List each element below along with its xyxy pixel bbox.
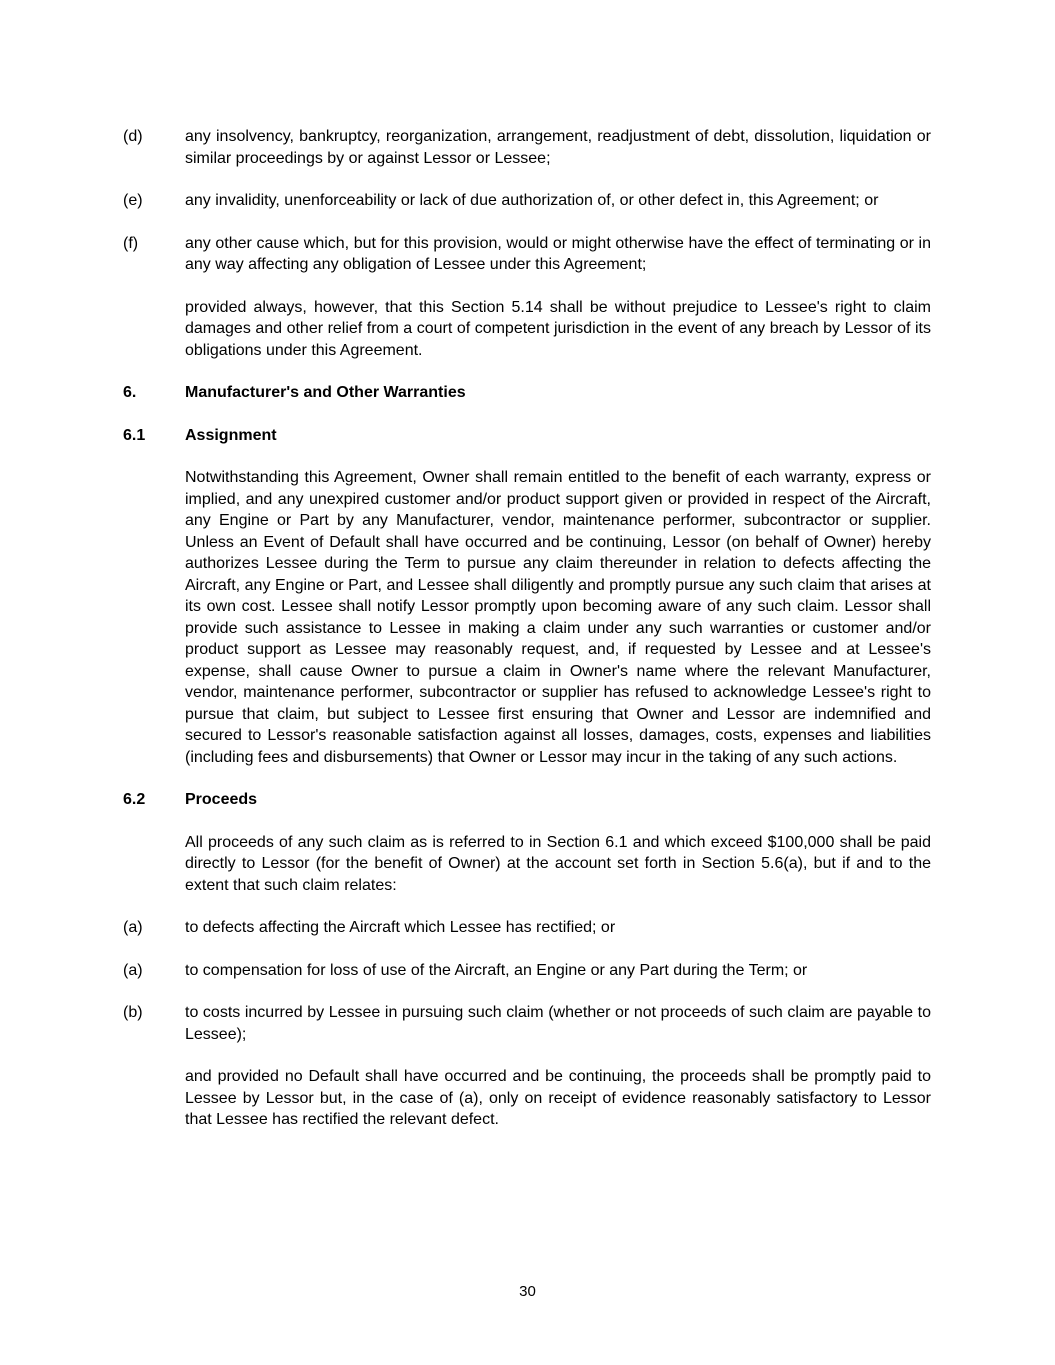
clause-d (123, 126, 931, 169)
section-number: 6.2 (123, 791, 146, 808)
clause-label: (d) (123, 128, 143, 145)
clause-text: to defects affecting the Aircraft which Lessee has rectified; or (185, 919, 616, 936)
section-6-2-heading (123, 789, 931, 811)
proviso-paragraph (123, 297, 931, 362)
clause-text: All proceeds of any such claim as is referred to in Section 6.1 and which exceed $100,000 shall be paid directly to Lessor (for the benefit of Owner) at the account set forth in Section 5.6(a), but if and to the extent that such claim relates: (185, 833, 931, 894)
section-title: Manufacturer's and Other Warranties (185, 384, 466, 401)
page-number: 30 (519, 1283, 536, 1300)
clause-label: (b) (123, 1004, 143, 1021)
closing-proviso-paragraph (123, 1066, 931, 1131)
clause-text: to costs incurred by Lessee in pursuing such claim (whether or not proceeds of such claim are payable to Lessee); (185, 1004, 931, 1043)
clause-e (123, 190, 931, 212)
subclause-b (123, 1002, 931, 1045)
section-number: 6. (123, 384, 137, 401)
clause-label: (a) (123, 961, 143, 979)
section-title: Assignment (185, 426, 277, 444)
clause-text: Notwithstanding this Agreement, Owner shall remain entitled to the benefit of each warranty, express or implied, and any unexpired customer and/or product support given or provided in respect of the Aircraft, any Engine or Part by any Manufacturer, vendor, maintenance performer, subcontractor or supplier. Unless an Event of Default shall have occurred and be continuing, Lessor (on behalf of Owner) hereby authorizes Lessee during the Term to pursue any claim thereunder in relation to defects affecting the Aircraft, any Engine or Part, and Lessee shall diligently and promptly pursue any such claim that arises at its own cost. Lessee shall notify Lessor promptly upon becoming aware of any such claim. Lessor shall provide such assistance to Lessee in making a claim under any such warranties or customer and/or product support as Lessee may reasonably request, and, if requested by Lessee and at Lessee's expense, shall cause Owner to pursue a claim in Owner's name where the relevant Manufacturer, vendor, maintenance performer, subcontractor or supplier has refused to acknowledge Lessee's right to pursue that claim, but subject to Lessee first ensuring that Owner and Lessor are indemnified and secured to Lessor's reasonable satisfaction against all losses, damages, costs, expenses and liabilities (including fees and disbursements) that Owner or Lessor may incur in the taking of any such actions. (185, 469, 931, 766)
section-number: 6.1 (123, 426, 146, 444)
clause-text: provided always, however, that this Section 5.14 shall be without prejudice to Lessee's right to claim damages and other relief from a court of competent jurisdiction in the event of any breach by Lessor of its obligations under this Agreement. (185, 298, 931, 359)
clause-label: (f) (123, 234, 139, 252)
section-6-heading (123, 382, 931, 404)
section-title: Proceeds (185, 791, 258, 808)
clause-label: (e) (123, 192, 143, 209)
subclause-a2 (123, 960, 931, 982)
clause-text: any insolvency, bankruptcy, reorganization, arrangement, readjustment of debt, dissolution, liquidation or similar proceedings by or against Lessor or Lessee; (185, 128, 931, 167)
subclause-a1 (123, 917, 931, 939)
clause-text: and provided no Default shall have occurred and be continuing, the proceeds shall be promptly paid to Lessee by Lessor but, in the case of (a), only on receipt of evidence reasonably satisfactory to Lessor that Lessee has rectified the relevant defect. (185, 1068, 931, 1128)
document-content (123, 126, 931, 1152)
section-6-1-heading (123, 425, 931, 447)
clause-text: any invalidity, unenforceability or lack of due authorization of, or other defect in, this Agreement; or (185, 192, 879, 209)
section-6-1-body (123, 467, 931, 768)
clause-text: any other cause which, but for this provision, would or might otherwise have the effect of terminating or in any way affecting any obligation of Lessee under this Agreement; (185, 234, 931, 273)
clause-f (123, 233, 931, 276)
section-6-2-body (123, 832, 931, 897)
clause-text: to compensation for loss of use of the Aircraft, an Engine or any Part during the Term; or (185, 961, 808, 979)
clause-label: (a) (123, 919, 143, 936)
